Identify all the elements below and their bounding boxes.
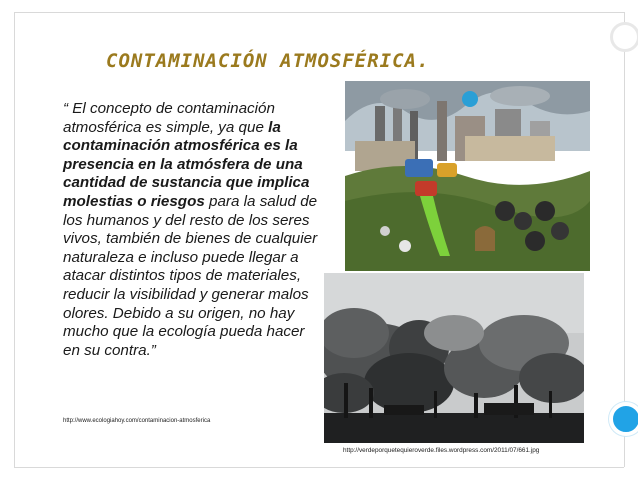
quote-text bbox=[63, 100, 325, 360]
slide-title: CONTAMINACIÓN ATMOSFÉRICA. bbox=[106, 50, 430, 72]
frame-left-line bbox=[14, 12, 15, 467]
pollution-cartoon-image bbox=[345, 81, 590, 271]
quote-part-2: para la salud de los humanos y del resto de los seres vivos, también de bienes de cualquier naturaleza e incluso puede llegar a atacar distintos tipos de materiales, reducir la visibilidad y generar malos olores. Debido a su origen, no hay mucho que la ecología pueda hacer en su contra.” bbox=[63, 192, 318, 359]
quote-bold-definition: la contaminación atmosférica es la presencia en la atmósfera de una cantidad de sustancia que implica molestias o riesgos bbox=[63, 118, 310, 210]
frame-right-line bbox=[624, 12, 625, 467]
quote-part-1: “ El concepto de contaminación atmosférica es simple, ya que bbox=[63, 100, 275, 136]
source-link-right[interactable]: http://verdeporquetequieroverde.files.wordpress.com/2011/07/661.jpg bbox=[343, 447, 540, 454]
source-link-left[interactable]: http://www.ecologiahoy.com/contaminacion-atmosferica bbox=[63, 418, 211, 424]
decorative-circle-bottom bbox=[609, 402, 638, 436]
frame-bottom-line bbox=[14, 467, 624, 468]
factory-smoke-photo bbox=[324, 273, 584, 443]
frame-top-line bbox=[14, 12, 624, 13]
decorative-circle-top bbox=[610, 22, 638, 52]
